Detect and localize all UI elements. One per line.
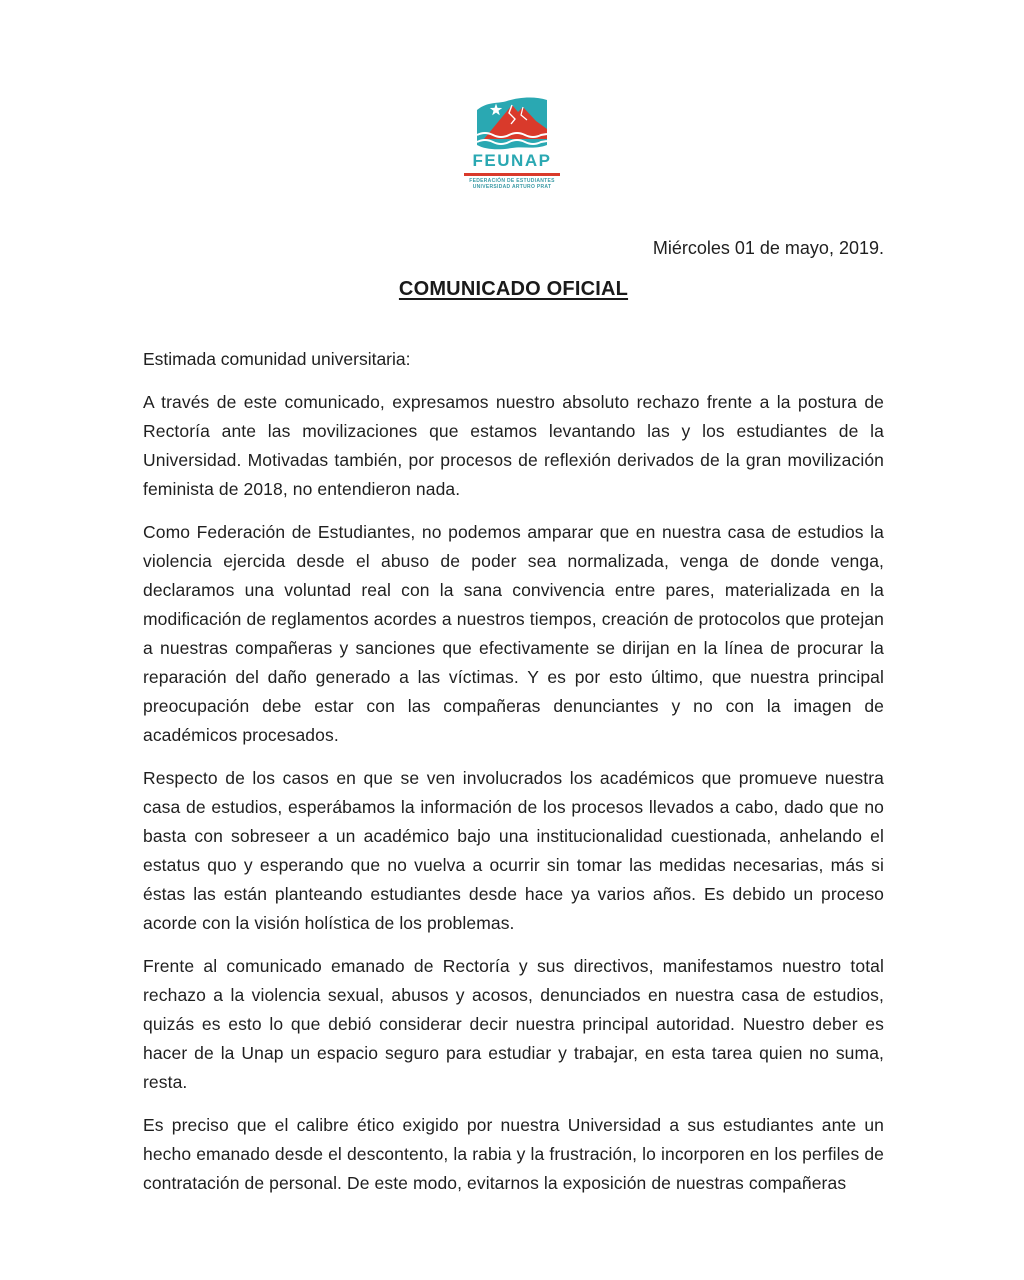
paragraph-2: Como Federación de Estudiantes, no podemos amparar que en nuestra casa de estudios la violencia ejercida desde el abuso de poder sea normalizada, venga de donde venga, declaramos una voluntad real con la sana convivencia entre pares, materializada en la modificación de reglamentos acordes a nuestros tiempos, creación de protocolos que protejan a nuestras compañeras y sanciones que efectivamente se dirijan en la línea de procurar la reparación del daño generado a las víctimas. Y es por esto último, que nuestra principal preocupación debe estar con las compañeras denunciantes y no con la imagen de académicos procesados. <box>143 521 884 745</box>
logo-wordmark: FEUNAP <box>472 151 552 170</box>
document-title: COMUNICADO OFICIAL <box>398 277 629 300</box>
paragraph-1: A través de este comunicado, expresamos nuestro absoluto rechazo frente a la postura de Rectoría ante las movilizaciones que estamos levantando las y los estudiantes de la Universidad. Motivadas también, por procesos de reflexión derivados de la gran movilización feminista de 2018, no entendieron nada. <box>143 391 884 499</box>
feunap-logo <box>452 0 572 191</box>
paragraph-4: Frente al comunicado emanado de Rectoría y sus directivos, manifestamos nuestro total rechazo a la violencia sexual, abusos y acosos, denunciados en nuestra casa de estudios, quizás es esto lo que debió considerar decir nuestra principal autoridad. Nuestro deber es hacer de la Unap un espacio seguro para estudiar y trabajar, en esta tarea quien no suma, resta. <box>143 955 884 1092</box>
logo-divider <box>464 173 560 176</box>
document-date: Miércoles 01 de mayo, 2019. <box>652 237 884 258</box>
logo-subtitle-line2: UNIVERSIDAD ARTURO PRAT <box>472 184 552 191</box>
logo-subtitle <box>452 178 572 191</box>
paragraph-5: Es preciso que el calibre ético exigido por nuestra Universidad a sus estudiantes ante un hecho emanado desde el descontento, la rabia y la frustración, lo incorporen en los perfiles de contratación de personal. De este modo, evitarnos la exposición de nuestras compañeras <box>143 1114 884 1193</box>
logo-subtitle-line1: FEDERACIÓN DE ESTUDIANTES <box>469 177 555 184</box>
salutation: Estimada comunidad universitaria: <box>143 348 411 369</box>
feunap-emblem-icon <box>474 93 550 151</box>
document-content <box>0 238 1024 1198</box>
paragraph-3: Respecto de los casos en que se ven involucrados los académicos que promueve nuestra casa de estudios, esperábamos la información de los procesos llevados a cabo, dado que no basta con sobreseer a un académico bajo una institucionalidad cuestionada, anhelando el estatus quo y esperando que no vuelva a ocurrir sin tomar las medidas necesarias, más si éstas las están planteando estudiantes desde hace ya varios años. Es debido un proceso acorde con la visión holística de los problemas. <box>143 767 884 933</box>
